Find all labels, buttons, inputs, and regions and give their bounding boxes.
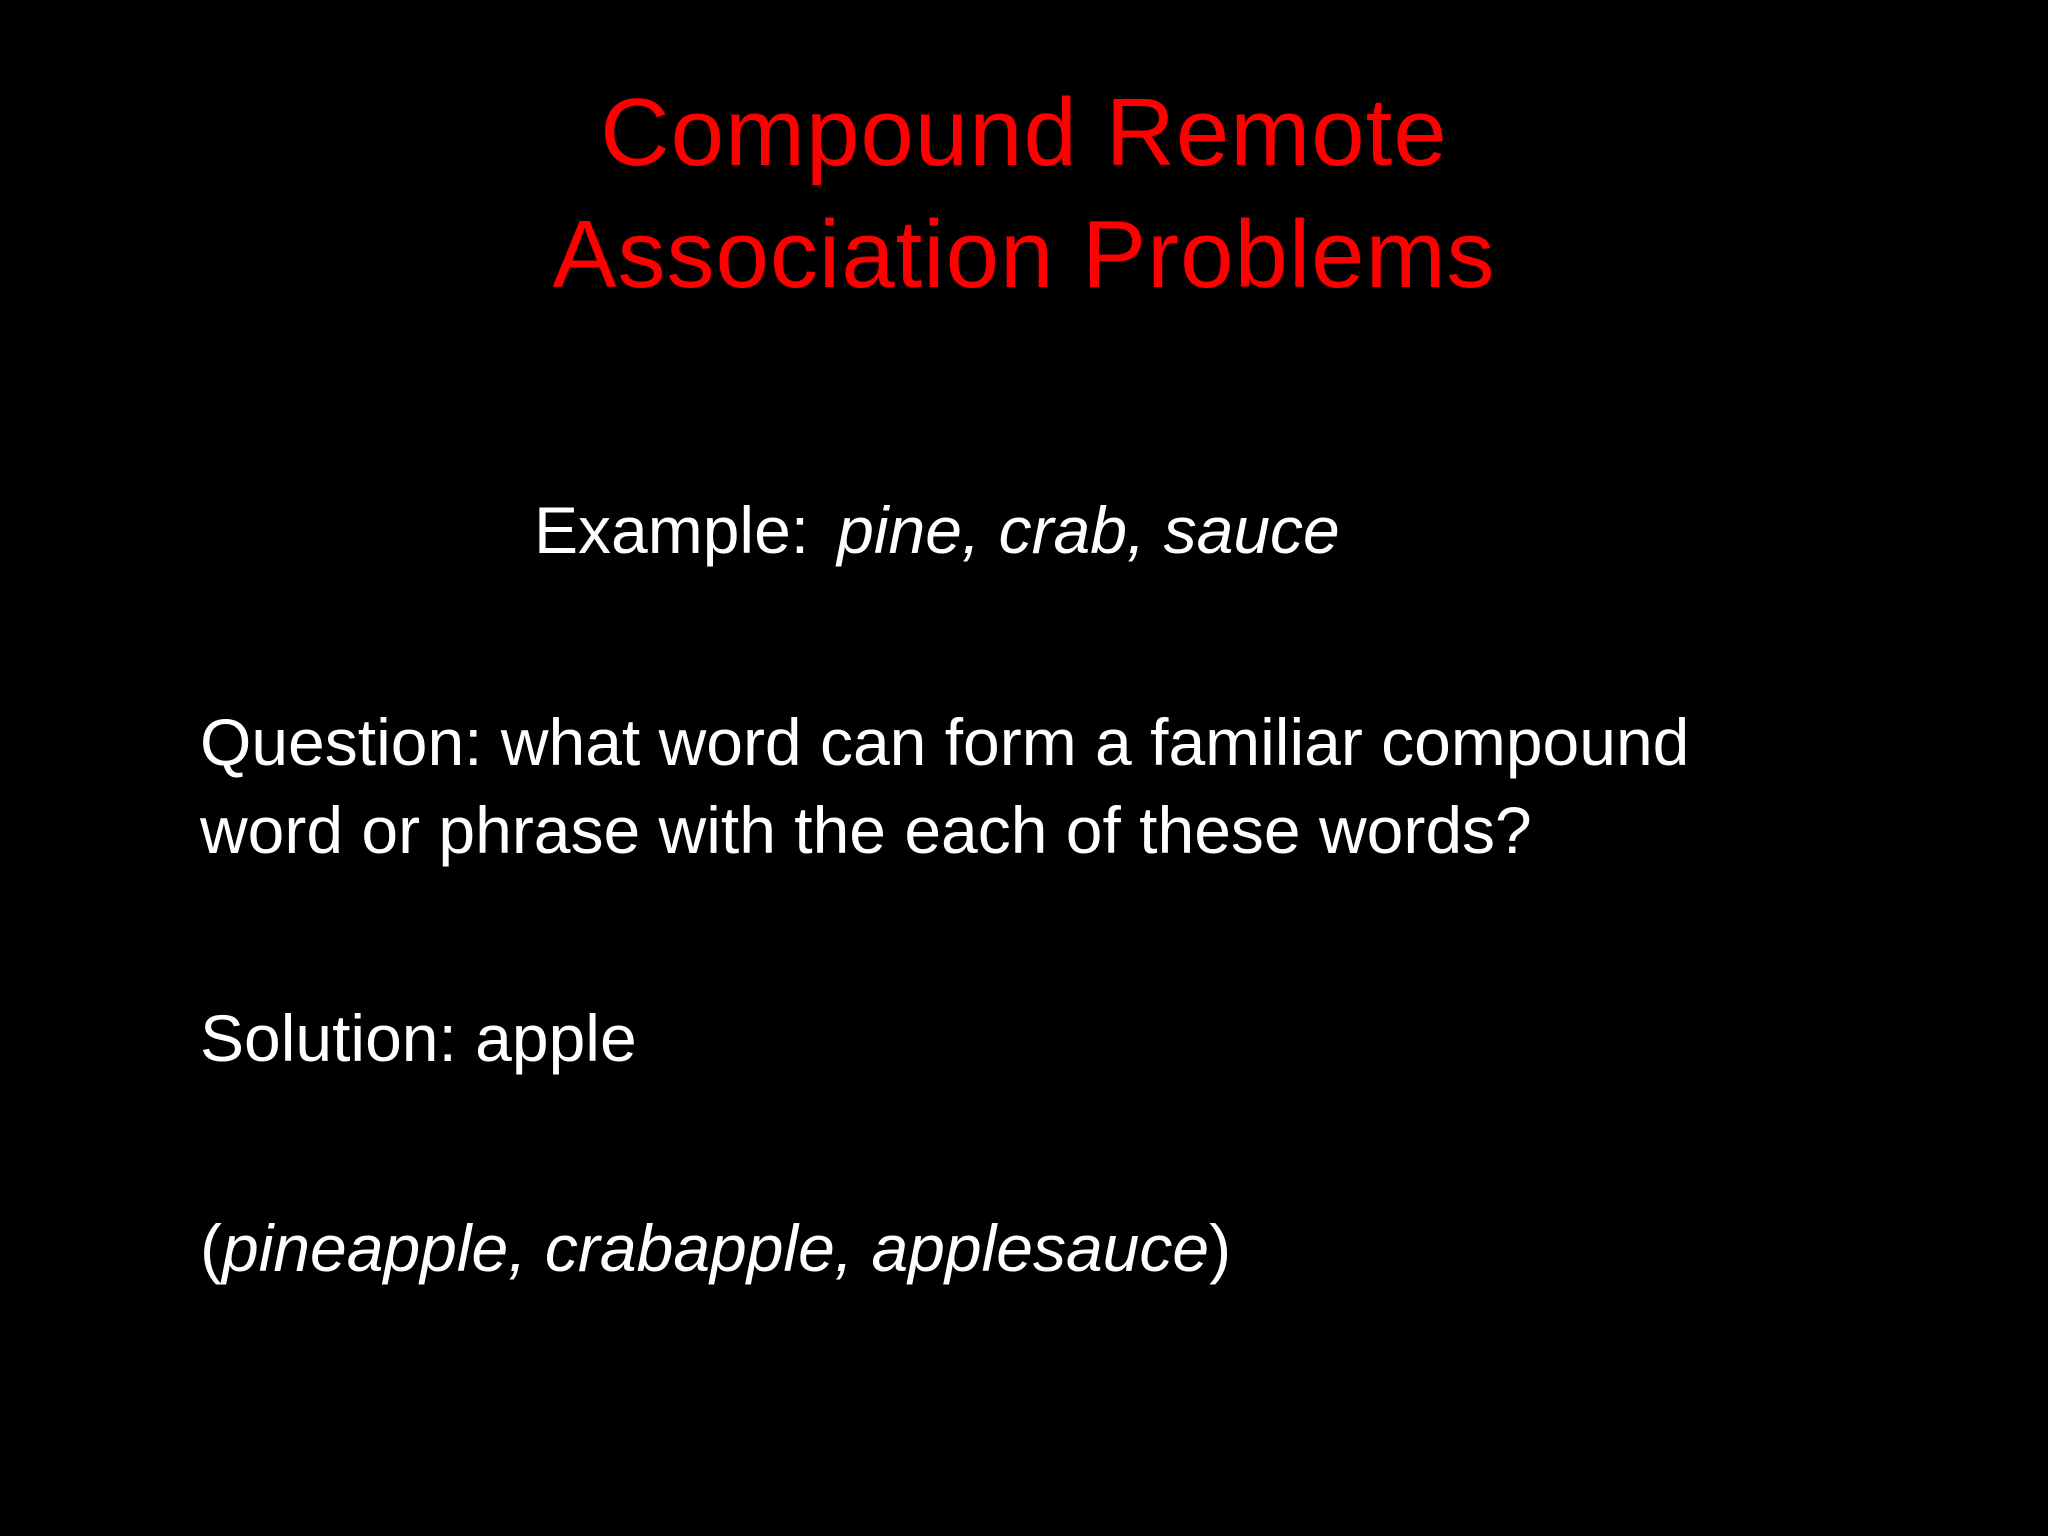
- example-words: pine, crab, sauce: [837, 493, 1340, 567]
- compound-words: [200, 1208, 1231, 1288]
- question-line-2: word or phrase with the each of these words?: [200, 793, 1532, 867]
- compound-words-list: pineapple, crabapple, applesauce: [221, 1211, 1210, 1285]
- close-paren: ): [1209, 1211, 1232, 1285]
- open-paren: (: [200, 1211, 222, 1285]
- title-line-2: Association Problems: [552, 201, 1496, 308]
- title-line-1: Compound Remote: [600, 79, 1448, 186]
- question-text: [200, 698, 1920, 874]
- slide-title: [0, 72, 2048, 316]
- question-line-1: Question: what word can form a familiar compound: [200, 705, 1690, 779]
- example-label: Example:: [534, 493, 810, 567]
- solution-text: Solution: apple: [200, 1001, 637, 1075]
- example-line: [534, 490, 1340, 570]
